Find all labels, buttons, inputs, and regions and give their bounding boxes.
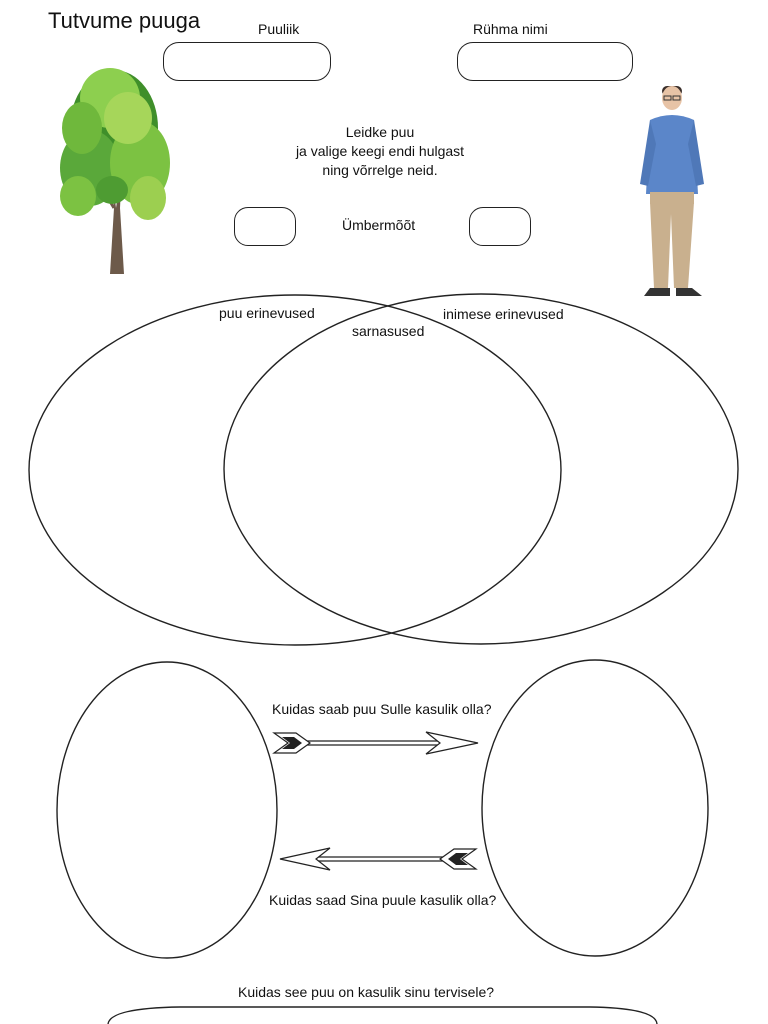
group-name-label: Rühma nimi bbox=[473, 21, 548, 37]
instruction-line-1: Leidke puu bbox=[345, 124, 415, 140]
tree-species-label: Puuliik bbox=[258, 21, 300, 37]
arrow-right-icon bbox=[274, 732, 478, 754]
health-answer-box[interactable] bbox=[108, 1007, 657, 1024]
page-title: Tutvume puuga bbox=[48, 8, 201, 33]
question-tree-useful-to-you: Kuidas saab puu Sulle kasulik olla? bbox=[272, 701, 492, 717]
question-tree-health: Kuidas see puu on kasulik sinu tervisele? bbox=[238, 984, 495, 1000]
question-you-useful-to-tree: Kuidas saad Sina puule kasulik olla? bbox=[269, 892, 497, 908]
venn-person-circle[interactable] bbox=[224, 294, 738, 644]
venn-similarities-label: sarnasused bbox=[352, 323, 425, 339]
arrow-left-icon bbox=[280, 848, 476, 870]
venn-person-differences-label: inimese erinevused bbox=[443, 306, 564, 322]
tree-benefits-oval[interactable] bbox=[57, 662, 277, 958]
instruction-line-3: ning võrrelge neid. bbox=[322, 162, 438, 178]
venn-tree-differences-label: puu erinevused bbox=[219, 305, 315, 321]
person-benefits-oval[interactable] bbox=[482, 660, 708, 956]
circumference-label: Ümbermõõt bbox=[342, 217, 416, 233]
instruction-line-2: ja valige keegi endi hulgast bbox=[295, 143, 465, 159]
